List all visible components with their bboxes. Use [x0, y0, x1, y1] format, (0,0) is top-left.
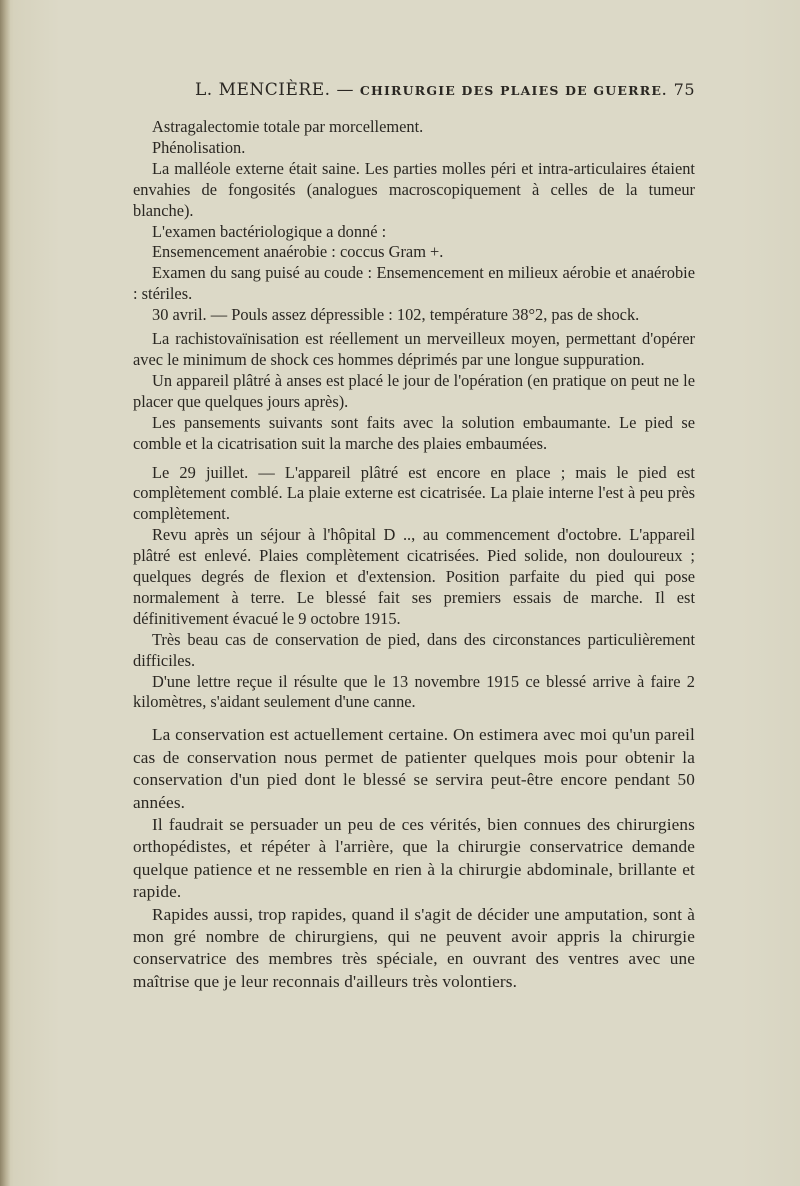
paragraph: Astragalectomie totale par morcellement.	[152, 117, 424, 136]
header-title: CHIRURGIE DES PLAIES DE GUERRE.	[359, 83, 668, 98]
header-author: L. MENCIÈRE. —	[195, 80, 360, 100]
paragraph: Ensemencement anaérobie : coccus Gram +.	[152, 242, 444, 262]
paragraph: La rachistovaïnisation est réellement un merveilleux moyen, permettant d'opérer avec le minimum de shock ces hommes déprimés par une longue suppuration.	[133, 329, 695, 369]
body-text	[133, 117, 695, 993]
paragraph: La conservation est actuellement certaine. On estimera avec moi qu'un pareil cas de conservation nous permet de patienter quelques mois pour obtenir la conservation d'un pied dont le blessé se servira peut-être encore pendant 50 années.	[133, 725, 695, 812]
paragraph: Examen du sang puisé au coude : Ensemencement en milieux aérobie et anaérobie : stériles.	[133, 263, 695, 304]
page-number: 75	[673, 80, 695, 99]
paragraph: Très beau cas de conservation de pied, dans des circonstances particulièrement difficiles.	[133, 629, 695, 670]
paragraph: 30 avril. — Pouls assez dépressible : 102, température 38°2, pas de shock.	[152, 305, 640, 325]
paragraph: Rapides aussi, trop rapides, quand il s'agit de décider une amputation, sont à mon gré nombre de chirurgiens, qui ne peuvent avoir appris la chirurgie conservatrice des membres très spéciale, en ouvrant des ventres avec une maîtrise que je leur reconnais d'ailleurs très volontiers.	[133, 904, 695, 991]
running-title	[195, 80, 668, 100]
paragraph: D'une lettre reçue il résulte que le 13 novembre 1915 ce blessé arrive à faire 2 kilomètres, s'aidant seulement d'une canne.	[133, 671, 695, 712]
paragraph: Revu après un séjour à l'hôpital D .., au commencement d'octobre. L'appareil plâtré est enlevé. Plaies complètement cicatrisées. Pied solide, non douloureux ; quelques degrés de flexion et d'extension. Position parfaite du pied qui pose normalement à terre. Le blessé fait ses premiers essais de marche. Il est définitivement évacué le 9 octobre 1915.	[133, 525, 695, 628]
paragraph: Il faudrait se persuader un peu de ces vérités, bien connues des chirurgiens orthopédistes, et répéter à l'arrière, que la chirurgie conservatrice demande quelque patience et ne ressemble en rien à la chirurgie abdominale, brillante et rapide.	[133, 815, 695, 902]
paragraph: Le 29 juillet. — L'appareil plâtré est encore en place ; mais le pied est complètement comblé. La plaie externe est cicatrisée. La plaie interne l'est à peu près complètement.	[133, 462, 695, 524]
paragraph: Un appareil plâtré à anses est placé le jour de l'opération (en pratique on peut ne le placer que quelques jours après).	[133, 370, 695, 411]
page-binding-edge	[0, 0, 10, 1186]
running-header	[195, 80, 695, 106]
paragraph: La malléole externe était saine. Les parties molles péri et intra-articulaires étaient envahies de fongosités (analogues macroscopiquement à celles de la tumeur blanche).	[133, 158, 695, 220]
paragraph: Phénolisation.	[152, 137, 246, 157]
paragraph: Les pansements suivants sont faits avec la solution embaumante. Le pied se comble et la cicatrisation suit la marche des plaies embaumées.	[133, 412, 695, 453]
paragraph: L'examen bactériologique a donné :	[152, 221, 387, 241]
closing-section	[133, 724, 695, 993]
